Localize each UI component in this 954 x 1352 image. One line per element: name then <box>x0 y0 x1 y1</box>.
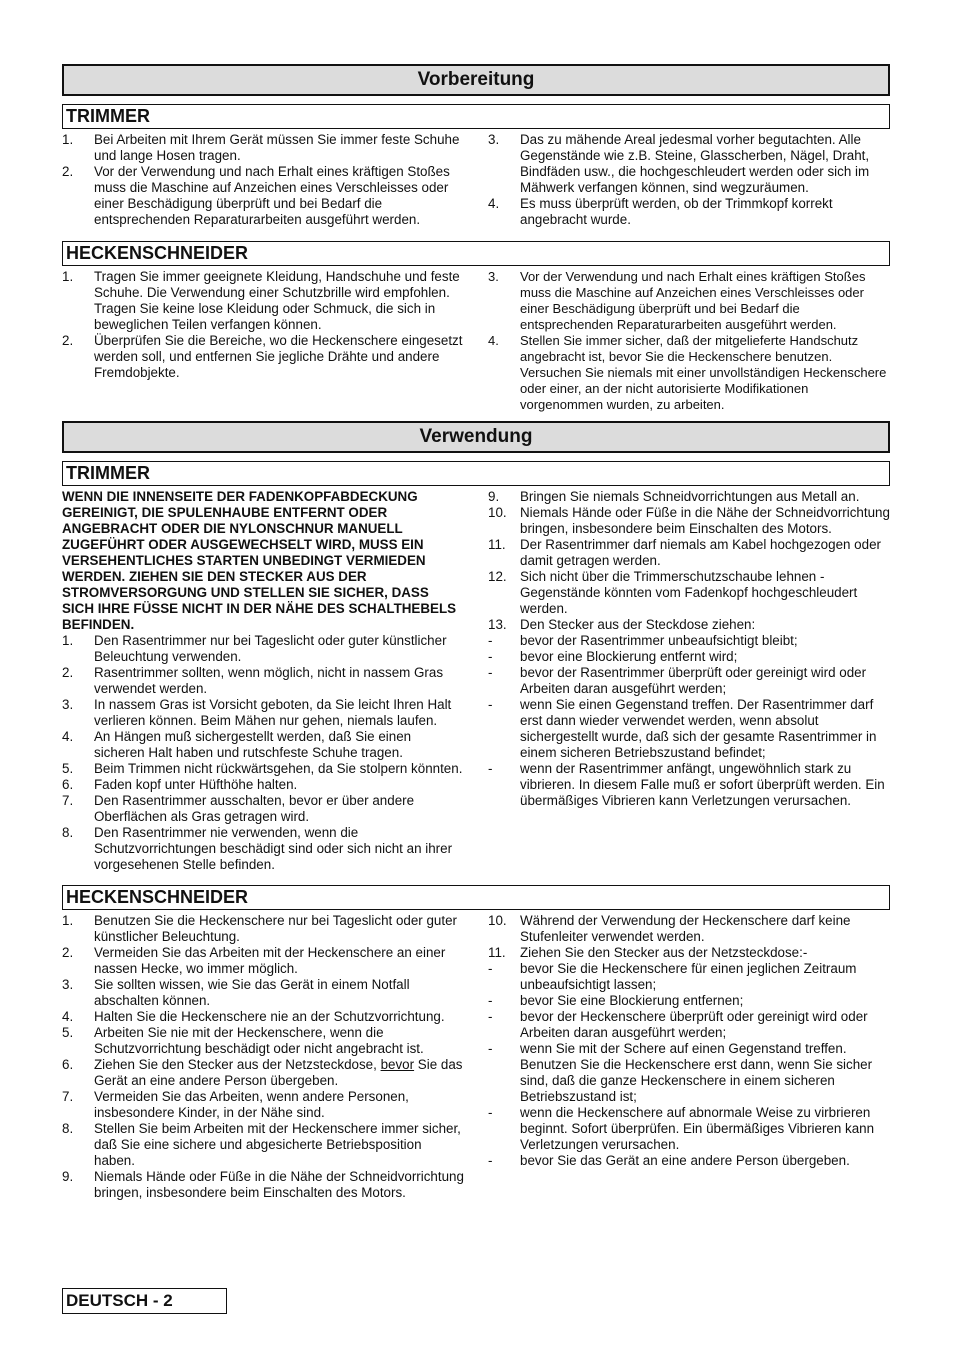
item-number: 2. <box>62 333 74 348</box>
item-number: 2. <box>62 945 74 960</box>
item-number: 1. <box>62 132 74 147</box>
list-item <box>62 333 464 381</box>
item-number: 8. <box>62 825 74 840</box>
column-right <box>488 913 890 1201</box>
item-number: - <box>488 697 493 712</box>
item-text: Benutzen Sie die Heckenschere nur bei Tageslicht oder guter künstlicher Beleuchtung. <box>94 913 458 944</box>
list-item <box>62 1057 464 1089</box>
list-item <box>488 1153 890 1169</box>
item-number: 4. <box>488 196 500 211</box>
item-text: Der Rasentrimmer darf niemals am Kabel hochgezogen oder damit getragen werden. <box>520 537 881 568</box>
item-number: 4. <box>488 333 499 348</box>
list-item <box>62 729 464 761</box>
item-number: - <box>488 1009 493 1024</box>
item-text: Beim Trimmen nicht rückwärtsgehen, da Sie stolpern könnten. <box>94 761 463 776</box>
list-item <box>62 132 464 164</box>
item-text: Den Rasentrimmer nie verwenden, wenn die Schutzvorrichtungen beschädigt sind oder sich nicht an ihrer vorgesehenen Stelle befinden. <box>94 825 453 872</box>
list-item <box>488 993 890 1009</box>
list-item <box>62 1009 464 1025</box>
item-number: - <box>488 665 493 680</box>
item-number: 10. <box>488 505 507 520</box>
list-item <box>62 1121 464 1169</box>
item-text: Tragen Sie immer geeignete Kleidung, Handschuhe und feste Schuhe. Die Verwendung einer Schutzbrille wird empfohlen. Tragen Sie keine lose Kleidung oder Schmuck, die sich in beweglichen Teilen verfangen können. <box>94 269 460 332</box>
list-item <box>62 665 464 697</box>
item-text: Niemals Hände oder Füße in die Nähe der Schneidvorrichtung bringen, insbesondere beim Einschalten des Motors. <box>94 1169 464 1200</box>
item-text: Rasentrimmer sollten, wenn möglich, nicht in nassem Gras verwendet werden. <box>94 665 444 696</box>
list-item <box>488 697 890 761</box>
item-text <box>94 1057 464 1089</box>
item-text: Stellen Sie immer sicher, daß der mitgelieferte Handschutz angebracht ist, bevor Sie die Heckenschere benutzen. Versuchen Sie niemals mit einer unvollständigen Heckenschere oder einer, an der nicht autorisierte Modifikationen vorgenommen wurden, zu arbeiten. <box>520 333 887 412</box>
item-number: 1. <box>62 633 74 648</box>
item-number: 2. <box>62 665 74 680</box>
item-text: Den Rasentrimmer nur bei Tageslicht oder guter künstlicher Beleuchtung verwenden. <box>94 633 447 664</box>
item-number: - <box>488 633 493 648</box>
item-number: 11. <box>488 537 506 552</box>
item-text-before: Ziehen Sie den Stecker aus der Netzsteckdose, <box>94 1057 381 1072</box>
subheading-heckenschneider-prep: HECKENSCHNEIDER <box>62 241 890 266</box>
item-number: - <box>488 1153 493 1168</box>
item-number: - <box>488 1041 493 1056</box>
list-item <box>62 633 464 665</box>
item-number: 10. <box>488 913 507 928</box>
list-item <box>488 617 890 633</box>
list-item <box>488 537 890 569</box>
list-item <box>488 132 890 196</box>
list-item <box>62 777 464 793</box>
item-number: - <box>488 649 493 664</box>
item-text: Den Stecker aus der Steckdose ziehen: <box>520 617 756 632</box>
item-text: In nassem Gras ist Vorsicht geboten, da Sie leicht Ihren Halt verlieren können. Beim Mähen nur gehen, niemals laufen. <box>94 697 452 728</box>
list-item <box>488 333 890 413</box>
item-number: 1. <box>62 269 74 284</box>
section-title-verwendung: Verwendung <box>62 421 890 453</box>
list-item <box>488 761 890 809</box>
item-number: 3. <box>488 269 499 284</box>
item-text: wenn Sie mit der Schere auf einen Gegenstand treffen. Benutzen Sie die Heckenschere erst dann, wenn Sie sicher sind, daß die ganze Heckenschere in einem sicheren Betriebszustand ist; <box>520 1041 873 1104</box>
item-text: bevor Sie die Heckenschere für einen jeglichen Zeitraum unbeaufsichtigt lassen; <box>520 961 857 992</box>
item-number: 2. <box>62 164 74 179</box>
item-number: 12. <box>488 569 507 584</box>
manual-page <box>62 64 890 1201</box>
item-number: 11. <box>488 945 506 960</box>
list-item <box>62 1089 464 1121</box>
item-text: bevor Sie das Gerät an eine andere Person übergeben. <box>520 1153 850 1168</box>
list-item <box>488 945 890 961</box>
item-number: 7. <box>62 793 74 808</box>
subheading-heckenschneider-use: HECKENSCHNEIDER <box>62 885 890 910</box>
columns-heckenschneider-use <box>62 913 890 1201</box>
list-item <box>62 1169 464 1201</box>
list-item <box>488 1041 890 1105</box>
list-item <box>62 977 464 1009</box>
list-item <box>62 913 464 945</box>
list-item <box>62 269 464 333</box>
item-number: 3. <box>62 977 74 992</box>
column-right <box>488 269 890 413</box>
subheading-trimmer-prep: TRIMMER <box>62 104 890 129</box>
item-text: Niemals Hände oder Füße in die Nähe der Schneidvorrichtung bringen, insbesondere beim Einschalten des Motors. <box>520 505 890 536</box>
columns-heckenschneider-prep <box>62 269 890 413</box>
list-item <box>62 697 464 729</box>
list-item <box>488 913 890 945</box>
item-text: An Hängen muß sichergestellt werden, daß Sie einen sicheren Halt haben und rutschfeste Schuhe tragen. <box>94 729 412 760</box>
list-item <box>488 649 890 665</box>
item-text: Ziehen Sie den Stecker aus der Netzsteckdose:- <box>520 945 808 960</box>
item-text: Vermeiden Sie das Arbeiten mit der Heckenschere an einer nassen Hecke, wo immer möglich. <box>94 945 446 976</box>
list-item <box>488 269 890 333</box>
list-item <box>62 761 464 777</box>
safety-warning: WENN DIE INNENSEITE DER FADENKOPFABDECKUNG GEREINIGT, DIE SPULENHAUBE ENTFERNT ODER ANGEBRACHT ODER DIE NYLONSCHNUR MANUELL ZUGEFÜHRT ODER AUSGEWECHSELT WIRD, MUSS EIN VERSEHENTLICHES STARTEN UNBEDINGT VERMIEDEN WERDEN. ZIEHEN SIE DEN STECKER AUS DER STROMVERSORGUNG UND STELLEN SIE SICHER, DASS SICH IHRE FÜSSE NICHT IN DER NÄHE DES SCHALTHEBELS BEFINDEN. <box>62 489 457 632</box>
item-text: Sich nicht über die Trimmerschutzschaube lehnen - Gegenstände könnten vom Fadenkopf hochgeschleudert werden. <box>520 569 858 616</box>
list-item <box>62 1025 464 1057</box>
item-text: Während der Verwendung der Heckenschere darf keine Stufenleiter verwendet werden. <box>520 913 851 944</box>
item-number: - <box>488 761 493 776</box>
item-text: bevor der Rasentrimmer überprüft oder gereinigt wird oder Arbeiten daran ausgeführt werden; <box>520 665 867 696</box>
item-text: wenn die Heckenschere auf abnormale Weise zu virbrieren beginnt. Sofort überprüfen. Ein übermäßiges Vibrieren kann Verletzungen verursachen. <box>520 1105 875 1152</box>
column-left <box>62 269 464 413</box>
list-item <box>488 1009 890 1041</box>
item-number: - <box>488 993 493 1008</box>
item-text: Es muss überprüft werden, ob der Trimmkopf korrekt angebracht wurde. <box>520 196 833 227</box>
column-left <box>62 913 464 1201</box>
column-right <box>488 489 890 873</box>
item-text: Vermeiden Sie das Arbeiten, wenn andere Personen, insbesondere Kinder, in der Nähe sind. <box>94 1089 409 1120</box>
item-number: 7. <box>62 1089 74 1104</box>
item-number: 4. <box>62 1009 74 1024</box>
column-left <box>62 132 464 228</box>
underlined-word: bevor <box>380 1057 415 1072</box>
column-left <box>62 489 464 873</box>
item-text: Bei Arbeiten mit Ihrem Gerät müssen Sie immer feste Schuhe und lange Hosen tragen. <box>94 132 460 163</box>
item-text: Sie sollten wissen, wie Sie das Gerät in einem Notfall abschalten können. <box>94 977 410 1008</box>
item-number: 1. <box>62 913 74 928</box>
item-number: 5. <box>62 761 74 776</box>
item-text: wenn der Rasentrimmer anfängt, ungewöhnlich stark zu vibrieren. In diesem Falle muß er sofort überprüft werden. Ein übermäßiges Vibrieren kann Verletzungen verursachen. <box>520 761 885 808</box>
item-text: Arbeiten Sie nie mit der Heckenschere, wenn die Schutzvorrichtung beschädigt oder nicht angebracht ist. <box>94 1025 424 1056</box>
list-item <box>488 569 890 617</box>
item-number: 9. <box>62 1169 74 1184</box>
item-number: 6. <box>62 777 74 792</box>
page-footer: DEUTSCH - 2 <box>62 1288 227 1314</box>
item-number: 9. <box>488 489 500 504</box>
subheading-trimmer-use: TRIMMER <box>62 461 890 486</box>
item-text: bevor der Heckenschere überprüft oder gereinigt wird oder Arbeiten daran ausgeführt werden; <box>520 1009 868 1040</box>
item-number: 3. <box>488 132 500 147</box>
item-text: Bringen Sie niemals Schneidvorrichtungen aus Metall an. <box>520 489 860 504</box>
list-item <box>488 505 890 537</box>
item-text: Stellen Sie beim Arbeiten mit der Heckenschere immer sicher, daß Sie eine sichere und abgesicherte Betriebsposition haben. <box>94 1121 461 1168</box>
item-number: 5. <box>62 1025 74 1040</box>
item-number: 4. <box>62 729 74 744</box>
item-text: Das zu mähende Areal jedesmal vorher begutachten. Alle Gegenstände wie z.B. Steine, Glasscherben, Nägel, Draht, Bindfäden usw., die hochgeschleudert werden oder sich im Mähwerk verfangen können, sind wegzuräumen. <box>520 132 870 195</box>
item-text: wenn Sie einen Gegenstand treffen. Der Rasentrimmer darf erst dann wieder verwendet werden, wenn absolut sichergestellt wurde, daß sich der gesamte Rasentrimmer in einem sicheren Betriebszustand befindet; <box>520 697 877 760</box>
item-text-after: Sie das Gerät an eine andere Person übergeben. <box>94 1057 463 1088</box>
item-text: Den Rasentrimmer ausschalten, bevor er über andere Oberflächen als Gras getragen wird. <box>94 793 415 824</box>
list-item <box>488 961 890 993</box>
list-item <box>488 489 890 505</box>
section-title-vorbereitung: Vorbereitung <box>62 64 890 96</box>
item-number: 6. <box>62 1057 74 1072</box>
item-text: bevor der Rasentrimmer unbeaufsichtigt bleibt; <box>520 633 798 648</box>
item-text: Vor der Verwendung und nach Erhalt eines kräftigen Stoßes muss die Maschine auf Anzeichen eines Verschleisses oder einer Beschädigung überprüft und bei Bedarf die entsprechenden Reparaturarbeiten ausgeführt werden. <box>520 269 866 332</box>
item-number: - <box>488 961 493 976</box>
columns-trimmer-use <box>62 489 890 873</box>
list-item <box>62 945 464 977</box>
list-item <box>62 164 464 228</box>
item-number: 13. <box>488 617 507 632</box>
item-number: 3. <box>62 697 74 712</box>
item-text: Vor der Verwendung und nach Erhalt eines kräftigen Stoßes muss die Maschine auf Anzeichen eines Verschleisses oder einer Beschädigung überprüft und bei Bedarf die entsprechenden Reparaturarbeiten ausgeführt werden. <box>94 164 450 227</box>
list-item <box>62 825 464 873</box>
item-text: Faden kopf unter Hüfthöhe halten. <box>94 777 298 792</box>
item-text: Überprüfen Sie die Bereiche, wo die Heckenschere eingesetzt werden soll, und entfernen Sie jegliche Drähte und andere Fremdobjekte. <box>94 333 463 380</box>
list-item <box>488 633 890 649</box>
column-right <box>488 132 890 228</box>
list-item <box>488 665 890 697</box>
item-text: Halten Sie die Heckenschere nie an der Schutzvorrichtung. <box>94 1009 445 1024</box>
columns-trimmer-prep <box>62 132 890 228</box>
item-text: bevor eine Blockierung entfernt wird; <box>520 649 738 664</box>
list-item <box>62 793 464 825</box>
item-number: - <box>488 1105 493 1120</box>
item-text: bevor Sie eine Blockierung entfernen; <box>520 993 744 1008</box>
list-item <box>488 196 890 228</box>
list-item <box>488 1105 890 1153</box>
item-number: 8. <box>62 1121 74 1136</box>
